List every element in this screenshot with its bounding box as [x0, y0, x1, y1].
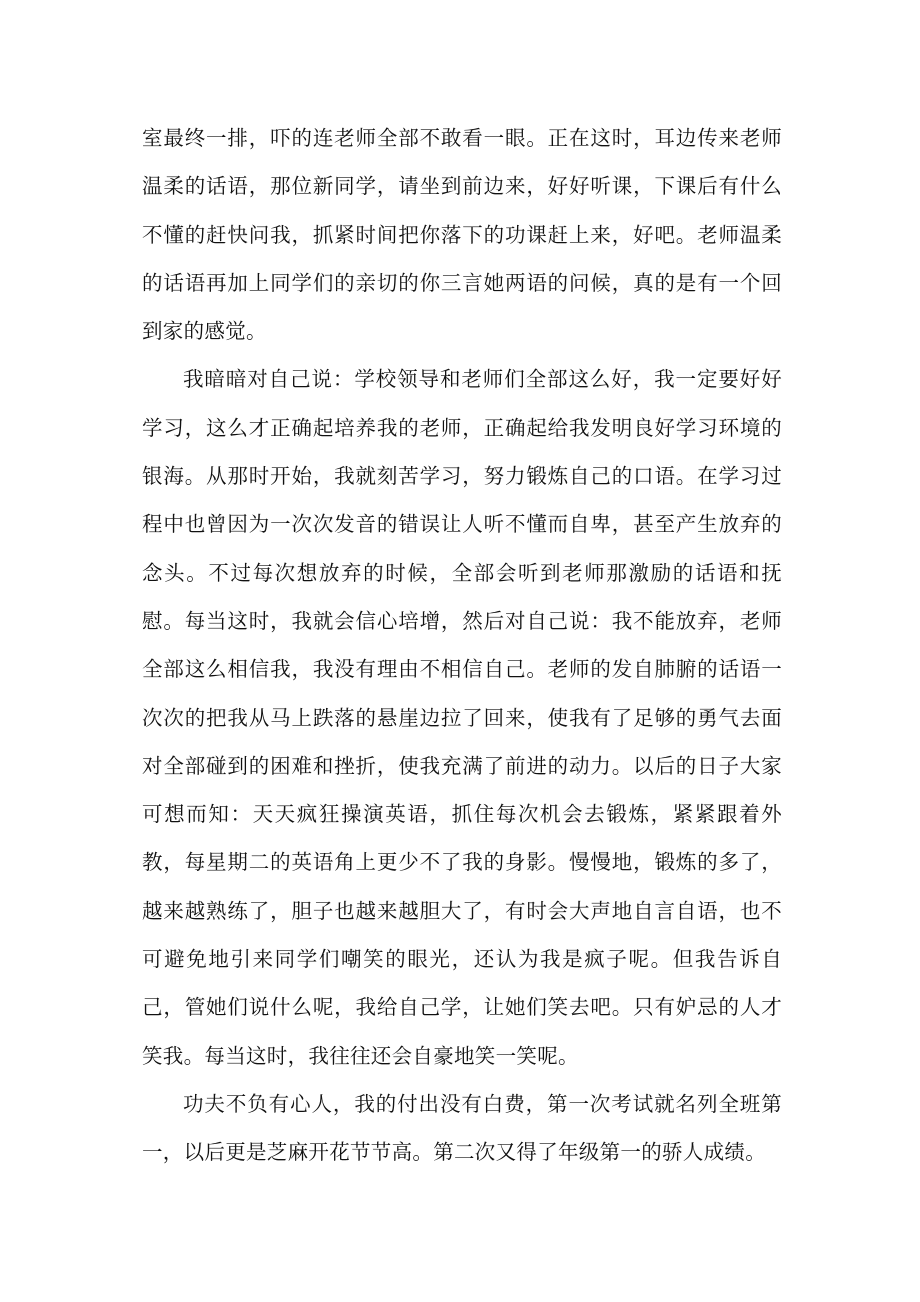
paragraph-1: 室最终一排，吓的连老师全部不敢看一眼。正在这时，耳边传来老师温柔的话语，那位新同学，请坐到前边来，好好听课，下课后有什么不懂的赶快问我，抓紧时间把你落下的功课赶上来，好吧。老师温柔的话语再加上同学们的亲切的你三言她两语的问候，真的是有一个回到家的感觉。 — [142, 126, 782, 344]
document-body — [142, 114, 782, 1177]
paragraph-2: 我暗暗对自己说：学校领导和老师们全部这么好，我一定要好好学习，这么才正确起培养我的老师，正确起给我发明良好学习环境的银海。从那时开始，我就刻苦学习，努力锻炼自己的口语。在学习过程中也曾因为一次次发音的错误让人听不懂而自卑，甚至产生放弃的念头。不过每次想放弃的时候，全部会听到老师那激励的话语和抚慰。每当这时，我就会信心培增，然后对自己说：我不能放弃，老师全部这么相信我，我没有理由不相信自己。老师的发自肺腑的话语一次次的把我从马上跌落的悬崖边拉了回来，使我有了足够的勇气去面对全部碰到的困难和挫折，使我充满了前进的动力。以后的日子大家可想而知：天天疯狂操演英语，抓住每次机会去锻炼，紧紧跟着外教，每星期二的英语角上更少不了我的身影。慢慢地，锻炼的多了，越来越熟练了，胆子也越来越胆大了，有时会大声地自言自语，也不可避免地引来同学们嘲笑的眼光，还认为我是疯子呢。但我告诉自己，管她们说什么呢，我给自己学，让她们笑去吧。只有妒忌的人才笑我。每当这时，我往往还会自豪地笑一笑呢。 — [142, 367, 782, 1068]
paragraph-3: 功夫不负有心人，我的付出没有白费，第一次考试就名列全班第一，以后更是芝麻开花节节高。第二次又得了年级第一的骄人成绩。 — [142, 1091, 782, 1165]
